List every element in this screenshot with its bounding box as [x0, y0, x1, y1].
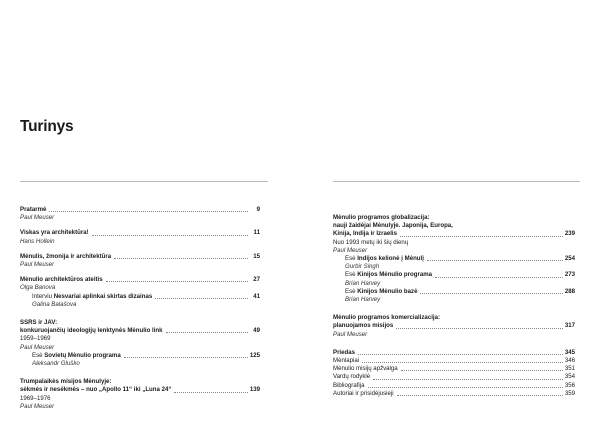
toc-row[interactable] [20, 229, 260, 237]
toc-row[interactable] [20, 206, 260, 214]
toc-sub-title: Kinijos Mėnulio programa [357, 271, 433, 279]
page-title: Turinys [20, 118, 74, 135]
appendix-item[interactable] [333, 357, 575, 365]
toc-entry-appendix [333, 349, 575, 398]
appendix-page: 346 [564, 357, 575, 365]
appendix-page: 354 [564, 373, 575, 381]
toc-sub-author: Aleksandr Gluško [32, 360, 80, 368]
toc-entry [333, 214, 575, 304]
toc-title: Mėnulio architektūros ateitis [20, 276, 103, 284]
toc-title: Viskas yra architektūra! [20, 229, 89, 237]
toc-sub-title: Kinijos Mėnulio bazė [357, 287, 418, 295]
toc-title-line: SSRS ir JAV: [20, 319, 58, 327]
right-column [333, 214, 575, 405]
toc-row[interactable] [333, 230, 575, 238]
toc-years: 1969–1976 [20, 394, 51, 402]
toc-author: Paul Meuser [20, 261, 55, 269]
toc-author: Paul Meuser [20, 402, 55, 410]
toc-subrow[interactable] [333, 288, 575, 296]
toc-sub-author: Brian Harvey [345, 279, 381, 287]
toc-page: 139 [249, 386, 260, 394]
toc-page: 254 [564, 255, 575, 263]
toc-row[interactable] [333, 349, 575, 357]
toc-page: 125 [249, 351, 260, 359]
toc-sub-title: Nesvariai aplinkai skirtas dizainas [53, 292, 153, 300]
appendix-item[interactable] [333, 373, 575, 381]
toc-page: 27 [253, 276, 260, 284]
toc-title-line: Mėnulio programos komercializacija: [333, 314, 441, 322]
toc-sub-author: Galina Balašova [32, 300, 77, 308]
left-column [20, 206, 260, 418]
appendix-label: Bibliografija [333, 381, 365, 389]
toc-title: planuojamos misijos [333, 322, 394, 330]
toc-row[interactable] [20, 253, 260, 261]
toc-sub-author: Gurbir Singh [345, 263, 380, 271]
toc-subrow[interactable] [20, 293, 260, 301]
toc-title: Priedas [333, 348, 356, 356]
toc-title: Kinija, Indija ir Izraelis [333, 230, 398, 238]
appendix-label: Vardų rodyklė [333, 373, 371, 381]
toc-subrow[interactable] [20, 352, 260, 360]
toc-subrow[interactable] [333, 255, 575, 263]
toc-title-line: Mėnulio programos globalizacija: [333, 214, 430, 221]
toc-row[interactable] [20, 386, 260, 394]
toc-title: konkuruojančių ideologijų lenktynės Mėnulio link [20, 327, 163, 335]
toc-page: 273 [564, 271, 575, 279]
appendix-page: 359 [564, 389, 575, 397]
toc-years: 1959–1969 [20, 335, 51, 343]
appendix-page: 356 [564, 381, 575, 389]
toc-page: 317 [564, 322, 575, 330]
toc-title: Mėnulis, žmonija ir architektūra [20, 252, 112, 260]
toc-author: Paul Meuser [333, 246, 368, 254]
toc-title-line: nauji žaidėjai Mėnulyje. Japonija, Europa, [333, 222, 453, 230]
toc-entry [20, 206, 260, 222]
toc-row[interactable] [20, 276, 260, 284]
toc-title-line: Trumpalaikės misijos Mėnulyje: [20, 378, 112, 386]
toc-title: Pratarmė [20, 206, 47, 213]
toc-sub-prefix: Esė [32, 351, 43, 359]
toc-entry [20, 378, 260, 411]
toc-author: Olga Banova [20, 284, 56, 292]
toc-author: Paul Meuser [333, 330, 368, 338]
toc-page: 288 [564, 287, 575, 295]
toc-entry [20, 229, 260, 245]
toc-sub-title: Indijos kelionė į Mėnulį [357, 255, 424, 263]
toc-title: sėkmės ir nesėkmės – nuo „Apollo 11“ iki „Luna 24“ [20, 386, 172, 394]
toc-page: 9 [256, 206, 260, 213]
appendix-label: Mėnlapiai [333, 357, 360, 365]
toc-sub-prefix: Interviu [32, 292, 52, 300]
appendix-page: 351 [564, 365, 575, 373]
appendix-item[interactable] [333, 365, 575, 373]
appendix-item[interactable] [333, 382, 575, 390]
toc-author: Paul Meuser [20, 214, 55, 222]
toc-page: 41 [253, 292, 260, 300]
toc-page: 11 [253, 229, 260, 237]
toc-sub-title: Sovietų Mėnulio programa [44, 351, 121, 359]
toc-row[interactable] [333, 322, 575, 330]
appendix-item[interactable] [333, 390, 575, 398]
toc-entry [20, 319, 260, 368]
toc-page: 239 [564, 230, 575, 238]
toc-row[interactable] [20, 327, 260, 335]
toc-years: Nuo 1993 metų iki šių dienų [333, 238, 409, 246]
toc-entry [20, 253, 260, 269]
toc-entry [333, 314, 575, 339]
toc-page: 49 [253, 327, 260, 335]
appendix-label: Autoriai ir prisidėjusieji [333, 389, 394, 397]
toc-entry [20, 276, 260, 309]
appendix-label: Mėnulio misijų apžvalga [333, 365, 398, 373]
toc-page: 345 [564, 348, 575, 356]
toc-sub-prefix: Esė [345, 287, 356, 295]
toc-author: Paul Meuser [20, 343, 55, 351]
left-divider [20, 181, 268, 182]
right-divider [333, 181, 580, 182]
toc-sub-author: Brian Harvey [345, 296, 381, 304]
toc-sub-prefix: Esė [345, 255, 356, 263]
toc-sub-prefix: Esė [345, 271, 356, 279]
toc-author: Hans Hollein [20, 237, 55, 245]
toc-subrow[interactable] [333, 271, 575, 279]
toc-page: 15 [253, 252, 260, 260]
